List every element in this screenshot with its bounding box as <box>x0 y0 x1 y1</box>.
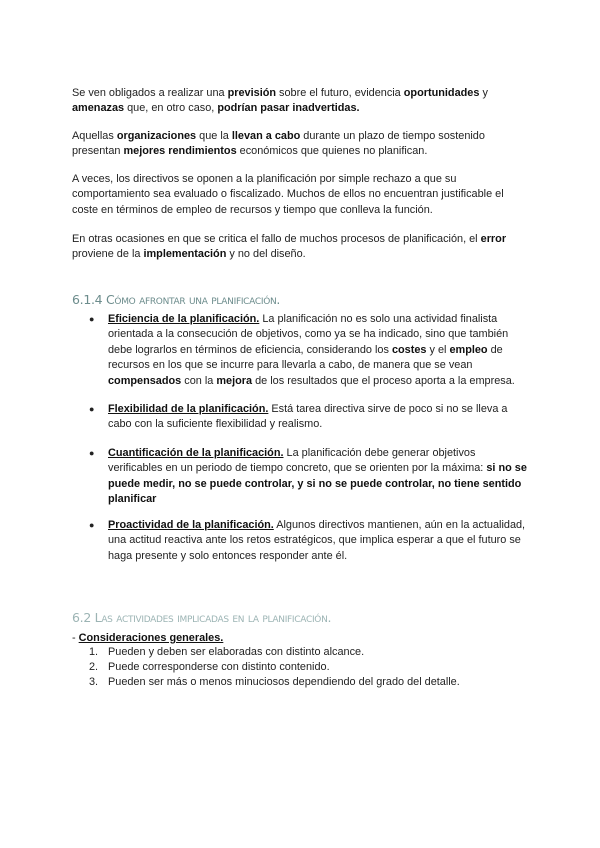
paragraph-directivos <box>72 172 532 218</box>
bold-term: error <box>480 233 507 245</box>
text-span: La planificación debe generar objetivos verificables en un periodo de tiempo concreto, que se orienten por la máxima: <box>108 447 487 475</box>
bullet-dot: ● <box>89 314 95 324</box>
text-span: sobre el futuro, evidencia <box>276 87 404 99</box>
text-span: y el <box>426 343 450 356</box>
paragraph-error <box>72 232 532 263</box>
bullet-dot: ● <box>89 520 95 530</box>
bold-term: previsión <box>227 87 277 99</box>
text-span: En otras ocasiones en que se critica el fallo de muchos procesos de planificación, el <box>72 233 481 245</box>
bullet-item-eficiencia <box>89 312 528 389</box>
bullet-lead-term: Eficiencia de la planificación. <box>108 313 260 325</box>
text-span: proviene de la <box>72 248 144 261</box>
item-text: Puede corresponderse con distinto contenido. <box>108 661 330 673</box>
text-span: de recursos en los que se incurre para llevarla a cabo, de manera que se vean <box>108 343 503 372</box>
bullet-lead-term: Flexibilidad de la planificación. <box>108 403 269 415</box>
text-span: La planificación no es solo una actividad finalista orientada a la consecución de objetivos, como ya se ha indicado, sino que también debe lograrlos en términos de eficiencia, considerando los <box>108 313 509 356</box>
text-span: que, en otro caso, <box>124 102 218 115</box>
numbered-item <box>89 660 528 675</box>
bold-term: mejora <box>216 374 253 387</box>
bold-term: amenazas <box>72 102 125 115</box>
bold-term: empleo <box>449 343 488 356</box>
bullet-lead-term: Proactividad de la planificación. <box>108 519 274 531</box>
numbered-item <box>89 675 528 690</box>
paragraph-prevision <box>72 86 532 117</box>
numbered-item <box>89 645 528 660</box>
text-span: Algunos directivos mantienen, aún en la actualidad, una actitud reactiva ante los retos estratégicos, que implica esperar a que el futuro se haga presente y solo entonces responder ante él. <box>108 519 526 562</box>
text-span: y no del diseño. <box>226 248 306 261</box>
considerations-lead: Consideraciones generales. <box>78 632 224 644</box>
section-heading-6-2: 6.2 Las actividades implicadas en la planificación. <box>72 610 332 625</box>
bullet-item-proactividad <box>89 518 528 564</box>
bullet-item-cuantificacion <box>89 446 528 508</box>
bullet-dot: ● <box>89 448 95 458</box>
bold-term: si no se puede medir, no se puede controlar, y si no se puede controlar, no tiene sentido planificar <box>108 462 527 506</box>
bold-term: oportunidades <box>403 87 480 99</box>
text-span: Aquellas <box>72 130 117 142</box>
bold-term: compensados <box>108 374 182 387</box>
bold-term: podrían pasar inadvertidas. <box>217 102 360 115</box>
text-span: con la <box>181 374 217 387</box>
text-span: y <box>479 87 488 99</box>
item-text: Pueden y deben ser elaboradas con distinto alcance. <box>108 646 365 658</box>
item-text: Pueden ser más o menos minuciosos dependiendo del grado del detalle. <box>108 676 460 688</box>
text-span: Está tarea directiva sirve de poco si no se lleva a cabo con la suficiente flexibilidad y realismo. <box>108 403 508 431</box>
text-span: Se ven obligados a realizar una <box>72 87 228 99</box>
bullet-dot: ● <box>89 404 95 414</box>
item-number: 1. <box>89 646 99 658</box>
text-span: de los resultados que el proceso aporta a la empresa. <box>252 374 515 387</box>
bold-term: organizaciones <box>116 130 197 142</box>
bullet-item-flexibilidad <box>89 402 528 433</box>
bold-term: mejores rendimientos <box>123 145 237 158</box>
text-span: económicos que quienes no planifican. <box>236 145 428 158</box>
bullet-lead-term: Cuantificación de la planificación. <box>108 447 284 459</box>
item-number: 3. <box>89 676 99 688</box>
text-span: A veces, los directivos se oponen a la planificación por simple rechazo a que su comportamiento sea evaluado o fiscalizado. Muchos de ellos no encuentran justificable el coste en términos de empleo de recursos y tiempo que conlleva la función. <box>72 173 504 216</box>
bold-term: costes <box>391 343 427 356</box>
dash-marker: - <box>72 632 79 644</box>
text-span: que la <box>196 130 232 142</box>
section-heading-6-1-4: 6.1.4 Cómo afrontar una planificación. <box>72 292 281 307</box>
bold-term: implementación <box>143 248 227 261</box>
bold-term: llevan a cabo <box>231 130 301 142</box>
paragraph-organizaciones <box>72 129 532 160</box>
item-number: 2. <box>89 661 99 673</box>
text-span: durante un plazo de tiempo sostenido presentan <box>72 130 485 158</box>
